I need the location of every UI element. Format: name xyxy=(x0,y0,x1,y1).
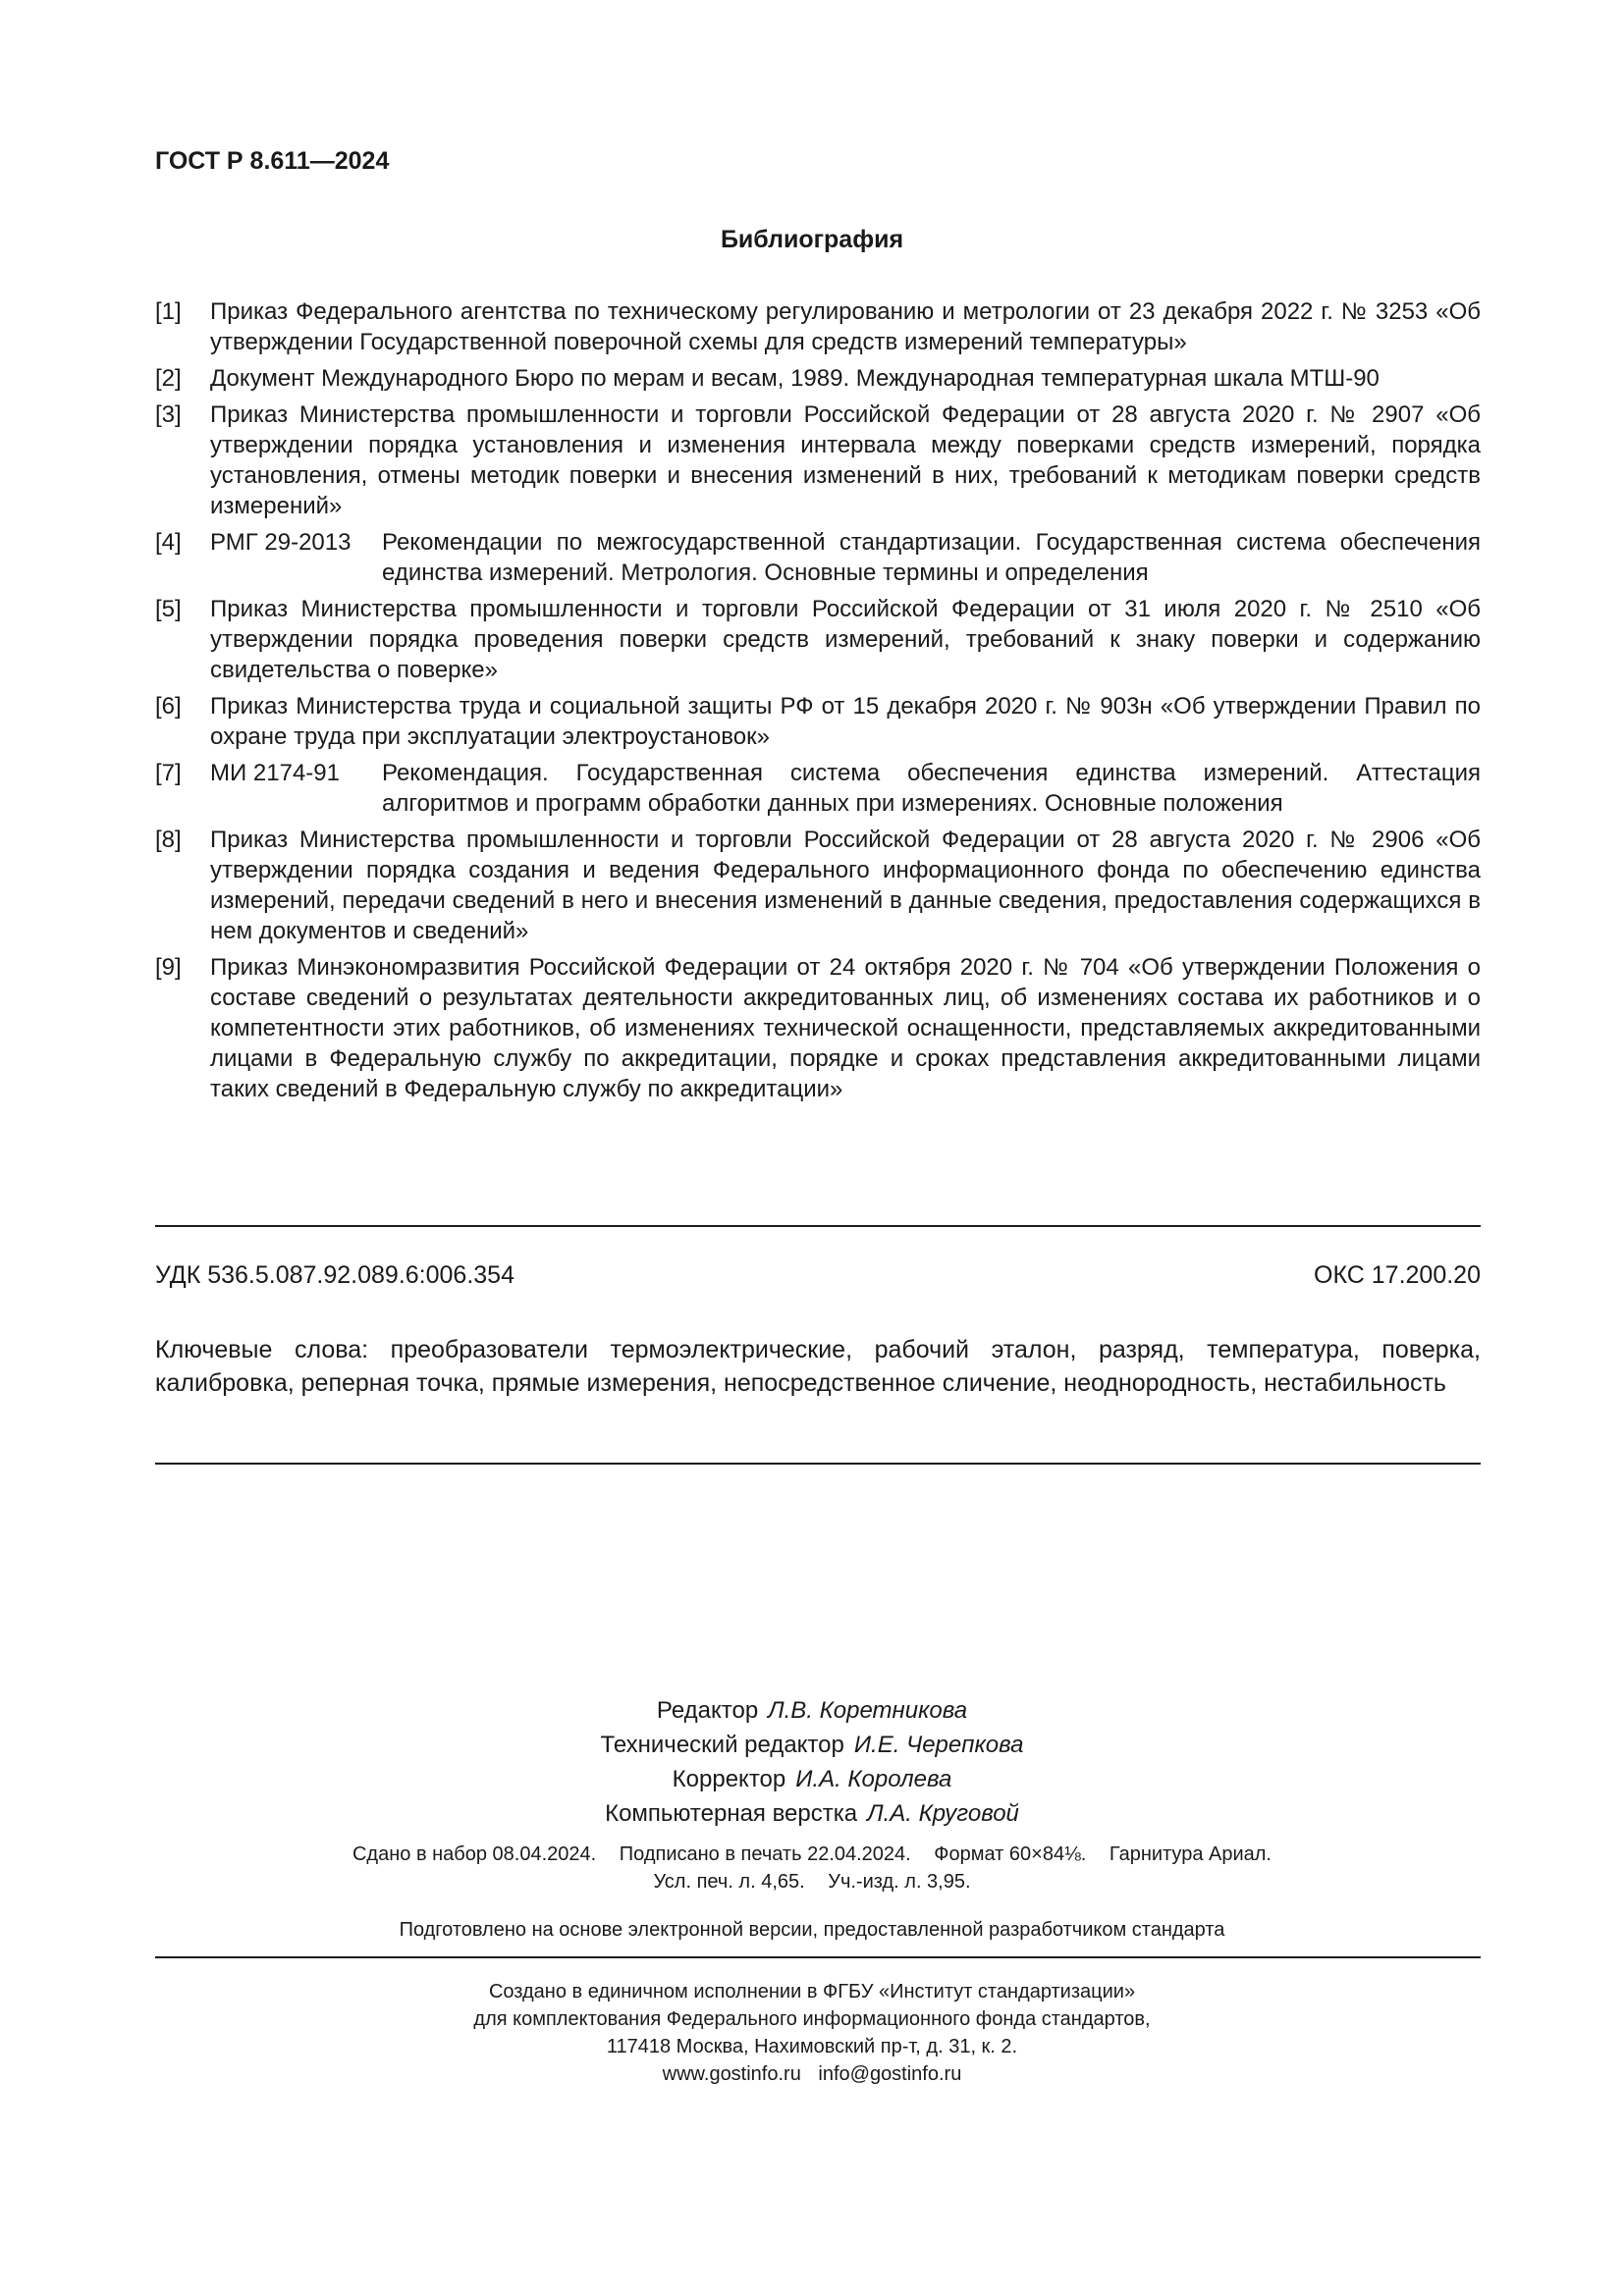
bibliography-entry-number: [3] xyxy=(155,401,182,428)
bibliography-entry xyxy=(155,400,1481,521)
footer-line-1: Создано в единичном исполнении в ФГБУ «Институт стандартизации» xyxy=(488,1981,1136,2002)
bibliography-entry-code: РМГ 29-2013 xyxy=(210,529,352,556)
print-info xyxy=(0,1841,1624,1896)
credit-line xyxy=(0,1728,1624,1762)
credit-line xyxy=(0,1762,1624,1796)
bibliography-entry xyxy=(155,825,1481,946)
bibliography-entry xyxy=(155,527,1481,588)
print-info-line-2 xyxy=(0,1868,1624,1896)
credits xyxy=(0,1693,1624,1831)
keywords: Ключевые слова: преобразователи термоэлектрические, рабочий эталон, разряд, температура, поверка, калибровка, реперная точка, прямые измерения, непосредственное сличение, неоднородность, нестабильность xyxy=(155,1336,1481,1397)
bibliography-entry-text: Приказ Министерства труда и социальной защиты РФ от 15 декабря 2020 г. № 903н «Об утверждении Правил по охране труда при эксплуатации электроустановок» xyxy=(210,693,1481,750)
bibliography-title: Библиография xyxy=(720,226,904,253)
bibliography-entry-text: Приказ Министерства промышленности и торговли Российской Федерации от 31 июля 2020 г. № 2510 «Об утверждении порядка проведения поверки средств измерений, требований к знаку поверки и содержанию свидетельства о поверке» xyxy=(210,596,1481,683)
print-format: Формат 60×84⅛. xyxy=(934,1843,1087,1865)
bibliography-entry-number: [6] xyxy=(155,693,182,720)
print-info-line-1 xyxy=(0,1841,1624,1868)
bibliography-entry-text: Приказ Федерального агентства по техническому регулированию и метрологии от 23 декабря 2022 г. № 3253 «Об утверждении Государственной поверочной схемы для средств измерений температуры» xyxy=(210,298,1481,355)
bibliography-entry xyxy=(155,363,1481,394)
footer xyxy=(0,1978,1624,2088)
credit-role: Редактор xyxy=(656,1697,759,1724)
bibliography-entry xyxy=(155,758,1481,819)
credit-name: Л.А. Круговой xyxy=(867,1800,1019,1827)
divider-middle xyxy=(155,1463,1481,1465)
footer-line-2: для комплектования Федерального информационного фонда стандартов, xyxy=(473,2008,1151,2030)
bibliography-entry-text: Приказ Минэкономразвития Российской Федерации от 24 октября 2020 г. № 704 «Об утверждении Положения о составе сведений о результатах деятельности аккредитованных лиц, об изменениях состава их работников и о компетентности этих работников, об изменениях технической оснащенности, представляемых аккредитованными лицами в Федеральную службу по аккредитации, порядке и сроках представления аккредитованными лицами таких сведений в Федеральную службу по аккредитации» xyxy=(210,954,1481,1102)
credit-line xyxy=(0,1693,1624,1728)
email-link[interactable]: info@gostinfo.ru xyxy=(818,2063,962,2085)
print-sheets: Усл. печ. л. 4,65. xyxy=(653,1871,805,1893)
credit-name: И.Е. Черепкова xyxy=(853,1732,1024,1758)
oks-code: ОКС 17.200.20 xyxy=(1314,1261,1481,1289)
bibliography-entry xyxy=(155,691,1481,752)
publication-sheets: Уч.-изд. л. 3,95. xyxy=(828,1871,971,1893)
bibliography-list xyxy=(155,296,1481,1110)
font-info: Гарнитура Ариал. xyxy=(1109,1843,1272,1865)
bibliography-entry-number: [8] xyxy=(155,827,182,853)
bibliography-entry-number: [5] xyxy=(155,596,182,622)
bibliography-entry-text: Рекомендация. Государственная система обеспечения единства измерений. Аттестация алгоритмов и программ обработки данных при измерениях. Основные положения xyxy=(382,760,1481,817)
bibliography-entry-text: Рекомендации по межгосударственной стандартизации. Государственная система обеспечения единства измерений. Метрология. Основные термины и определения xyxy=(382,529,1481,586)
standard-id: ГОСТ Р 8.611—2024 xyxy=(155,147,390,175)
credit-role: Компьютерная верстка xyxy=(605,1800,858,1827)
bibliography-entry xyxy=(155,952,1481,1104)
bibliography-entry-text: Приказ Министерства промышленности и торговли Российской Федерации от 28 августа 2020 г. № 2906 «Об утверждении порядка создания и ведения Федерального информационного фонда по обеспечению единства измерений, передачи сведений в него и внесения изменений в данные сведения, предоставления содержащихся в нем документов и сведений» xyxy=(210,827,1481,944)
credit-role: Корректор xyxy=(672,1766,786,1792)
bibliography-entry-number: [1] xyxy=(155,298,182,325)
website-link[interactable]: www.gostinfo.ru xyxy=(662,2063,801,2085)
credit-name: Л.В. Коретникова xyxy=(768,1697,968,1724)
udk-code: УДК 536.5.087.92.089.6:006.354 xyxy=(155,1261,514,1289)
footer-line-3: 117418 Москва, Нахимовский пр-т, д. 31, к. 2. xyxy=(606,2036,1018,2057)
credit-name: И.А. Королева xyxy=(795,1766,952,1792)
bibliography-entry-number: [2] xyxy=(155,365,182,392)
bibliography-entry-number: [7] xyxy=(155,760,182,786)
footer-contacts xyxy=(0,2060,1624,2088)
submitted-date: Сдано в набор 08.04.2024. xyxy=(352,1843,597,1865)
bibliography-entry-number: [4] xyxy=(155,529,182,556)
signed-date: Подписано в печать 22.04.2024. xyxy=(619,1843,911,1865)
credit-line xyxy=(0,1796,1624,1831)
bibliography-entry xyxy=(155,594,1481,685)
bibliography-entry-number: [9] xyxy=(155,954,182,981)
credit-role: Технический редактор xyxy=(600,1732,844,1758)
divider-bottom xyxy=(155,1956,1481,1958)
prepared-note: Подготовлено на основе электронной версии, предоставленной разработчиком стандарта xyxy=(399,1919,1225,1941)
bibliography-entry-text: Документ Международного Бюро по мерам и весам, 1989. Международная температурная шкала МТШ-90 xyxy=(210,365,1380,392)
divider-top xyxy=(155,1225,1481,1227)
bibliography-entry-text: Приказ Министерства промышленности и торговли Российской Федерации от 28 августа 2020 г. № 2907 «Об утверждении порядка установления и изменения интервала между поверками средств измерений, порядка установления, отмены методик поверки и внесения изменений в них, требований к методикам поверки средств измерений» xyxy=(210,401,1481,519)
bibliography-entry xyxy=(155,296,1481,357)
bibliography-entry-code: МИ 2174-91 xyxy=(210,760,340,786)
